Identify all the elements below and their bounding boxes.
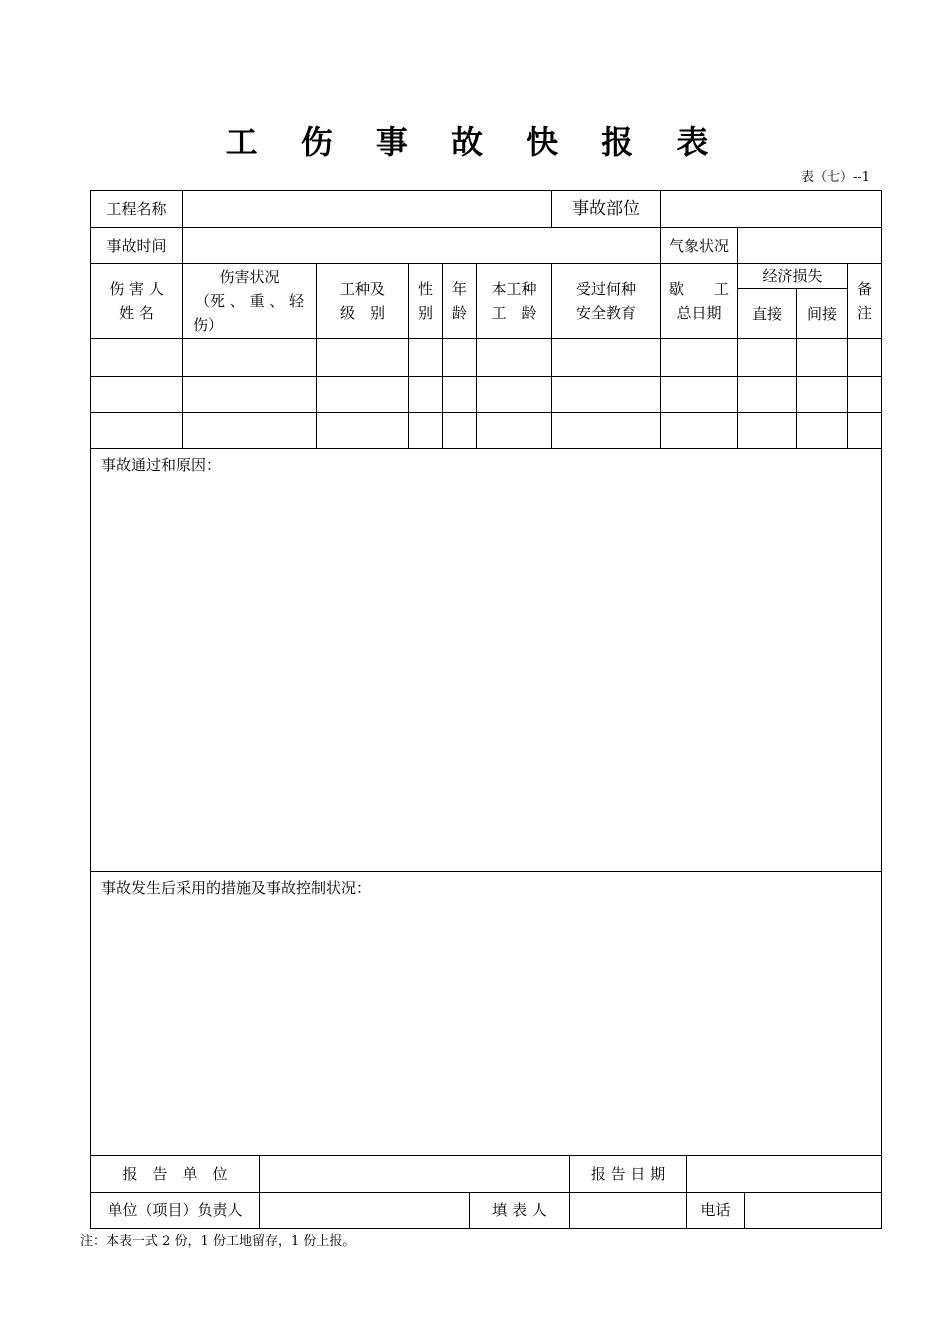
accident-time-label: 事故时间 bbox=[91, 228, 183, 264]
col-injured-name bbox=[91, 264, 183, 339]
accident-time-field[interactable] bbox=[183, 228, 661, 264]
signature-table bbox=[90, 1156, 882, 1229]
col-sex-line1: 性 bbox=[417, 280, 433, 298]
cell[interactable] bbox=[409, 377, 443, 413]
cell[interactable] bbox=[477, 413, 552, 449]
cell[interactable] bbox=[661, 413, 738, 449]
cell[interactable] bbox=[409, 413, 443, 449]
measures-label: 事故发生后采用的措施及事故控制状况： bbox=[101, 879, 372, 897]
report-unit-label: 报 告 单 位 bbox=[91, 1156, 260, 1192]
col-trade-line2: 级 别 bbox=[339, 304, 385, 322]
cell[interactable] bbox=[317, 339, 409, 377]
col-age-line1: 年 bbox=[451, 280, 467, 298]
accident-location-label: 事故部位 bbox=[552, 191, 661, 228]
filler-field[interactable] bbox=[570, 1192, 687, 1228]
weather-field[interactable] bbox=[738, 228, 882, 264]
col-remark bbox=[848, 264, 882, 339]
process-cause-section[interactable] bbox=[91, 449, 882, 872]
cell[interactable] bbox=[552, 413, 661, 449]
measures-section[interactable] bbox=[91, 872, 882, 1156]
report-date-field[interactable] bbox=[687, 1156, 882, 1192]
col-sex-line2: 别 bbox=[417, 304, 433, 322]
cell[interactable] bbox=[477, 377, 552, 413]
col-age-line2: 龄 bbox=[451, 304, 467, 322]
col-injury-status-line1: 伤害状况 bbox=[219, 268, 280, 286]
process-cause-label: 事故通过和原因： bbox=[101, 456, 222, 474]
form-title: 工 伤 事 故 快 报 表 bbox=[225, 123, 725, 161]
col-training bbox=[552, 264, 661, 339]
col-injury-status-line3: 伤） bbox=[193, 316, 224, 334]
cell[interactable] bbox=[317, 377, 409, 413]
responsible-person-field[interactable] bbox=[260, 1192, 470, 1228]
cell[interactable] bbox=[477, 339, 552, 377]
cell[interactable] bbox=[183, 413, 317, 449]
cell[interactable] bbox=[552, 377, 661, 413]
cell[interactable] bbox=[738, 413, 797, 449]
project-name-field[interactable] bbox=[183, 191, 552, 228]
footnote: 注：本表一式 2 份，1 份工地留存，1 份上报。 bbox=[80, 1234, 356, 1249]
responsible-person-label: 单位（项目）负责人 bbox=[91, 1192, 260, 1228]
col-training-line1: 受过何种 bbox=[576, 280, 637, 298]
col-injured-name-line2: 姓 名 bbox=[119, 304, 154, 322]
col-remark-line1: 备 bbox=[857, 280, 873, 298]
col-injury-status-line2: （死 、 重 、 轻 bbox=[194, 292, 305, 310]
col-injury-status bbox=[183, 264, 317, 339]
col-trade bbox=[317, 264, 409, 339]
table-row bbox=[91, 339, 882, 377]
accident-location-field[interactable] bbox=[661, 191, 882, 228]
phone-label: 电话 bbox=[687, 1192, 745, 1228]
phone-field[interactable] bbox=[745, 1192, 882, 1228]
project-name-label: 工程名称 bbox=[91, 191, 183, 228]
cell[interactable] bbox=[848, 377, 882, 413]
col-age bbox=[443, 264, 477, 339]
cell[interactable] bbox=[443, 339, 477, 377]
cell[interactable] bbox=[738, 339, 797, 377]
col-sex bbox=[409, 264, 443, 339]
cell[interactable] bbox=[91, 377, 183, 413]
cell[interactable] bbox=[317, 413, 409, 449]
col-trade-years bbox=[477, 264, 552, 339]
cell[interactable] bbox=[91, 339, 183, 377]
report-unit-field[interactable] bbox=[260, 1156, 570, 1192]
cell[interactable] bbox=[661, 339, 738, 377]
cell[interactable] bbox=[443, 377, 477, 413]
col-remark-line2: 注 bbox=[857, 304, 873, 322]
cell[interactable] bbox=[848, 413, 882, 449]
col-trade-line1: 工种及 bbox=[339, 280, 385, 298]
cell[interactable] bbox=[738, 377, 797, 413]
cell[interactable] bbox=[848, 339, 882, 377]
cell[interactable] bbox=[409, 339, 443, 377]
cell[interactable] bbox=[91, 413, 183, 449]
cell[interactable] bbox=[183, 377, 317, 413]
cell[interactable] bbox=[797, 339, 848, 377]
filler-label: 填 表 人 bbox=[470, 1192, 570, 1228]
col-lost-days bbox=[661, 264, 738, 339]
col-training-line2: 安全教育 bbox=[576, 304, 637, 322]
col-lost-days-line2: 总日期 bbox=[676, 304, 722, 322]
weather-label: 气象状况 bbox=[661, 228, 738, 264]
col-trade-years-line2: 工 龄 bbox=[491, 304, 537, 322]
col-indirect-loss: 间接 bbox=[797, 289, 848, 339]
cell[interactable] bbox=[661, 377, 738, 413]
report-date-label: 报 告 日 期 bbox=[570, 1156, 687, 1192]
cell[interactable] bbox=[552, 339, 661, 377]
col-trade-years-line1: 本工种 bbox=[491, 280, 537, 298]
table-row bbox=[91, 413, 882, 449]
col-injured-name-line1: 伤 害 人 bbox=[109, 280, 164, 298]
cell[interactable] bbox=[183, 339, 317, 377]
cell[interactable] bbox=[797, 377, 848, 413]
table-row bbox=[91, 377, 882, 413]
cell[interactable] bbox=[443, 413, 477, 449]
accident-report-table bbox=[90, 190, 882, 1156]
col-econ-loss: 经济损失 bbox=[738, 264, 848, 289]
col-direct-loss: 直接 bbox=[738, 289, 797, 339]
form-number: 表（七）--1 bbox=[800, 170, 870, 185]
col-lost-days-line1: 歇 工 bbox=[669, 280, 730, 298]
cell[interactable] bbox=[797, 413, 848, 449]
